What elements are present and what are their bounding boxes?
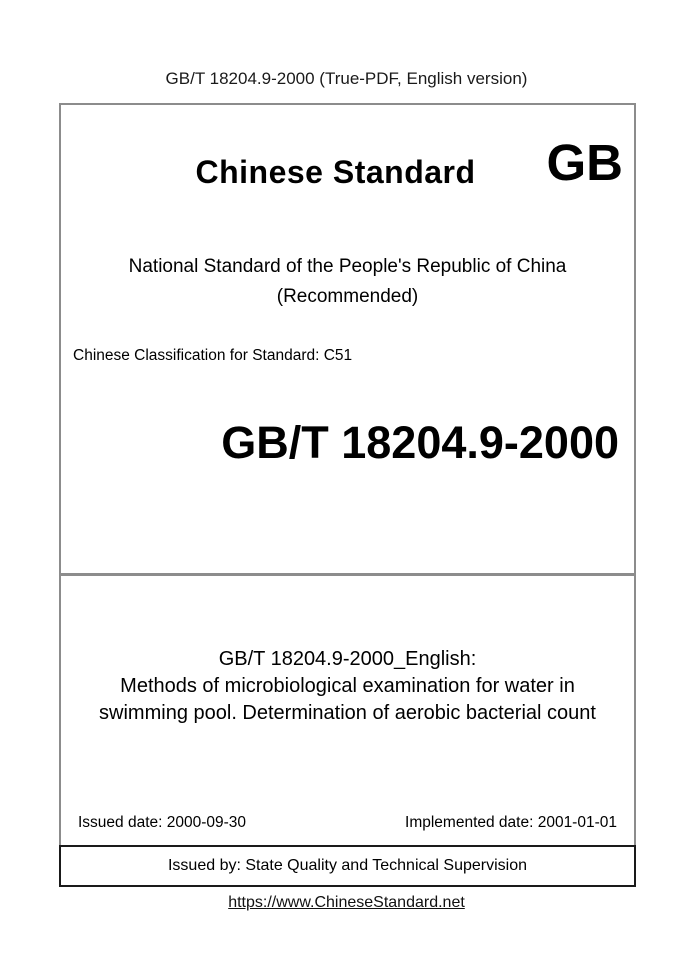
national-standard-block — [61, 252, 634, 312]
website-link[interactable]: https://www.ChineseStandard.net — [228, 894, 465, 911]
english-title-block — [61, 646, 634, 727]
issued-date: Issued date: 2000-09-30 — [78, 814, 247, 831]
standard-number: GB/T 18204.9-2000 — [221, 417, 619, 468]
section-divider — [61, 573, 634, 576]
recommended-line: (Recommended) — [276, 286, 419, 307]
dates-row — [78, 813, 617, 833]
classification-line: Chinese Classification for Standard: C51 — [73, 347, 353, 364]
standard-cover-box — [59, 103, 636, 845]
implemented-date: Implemented date: 2001-01-01 — [405, 814, 617, 831]
site-link-row — [0, 891, 693, 915]
document-header-caption: GB/T 18204.9-2000 (True-PDF, English version) — [165, 69, 528, 88]
english-title-line2: Methods of microbiological examination for water in — [120, 675, 575, 697]
brand-title: Chinese Standard — [195, 154, 476, 190]
issuer-text: Issued by: State Quality and Technical Supervision — [167, 857, 528, 874]
national-standard-line: National Standard of the People's Republic of China — [128, 256, 567, 277]
issuer-bar — [59, 845, 636, 887]
gb-logo: GB — [546, 134, 623, 191]
english-title-line3: swimming pool. Determination of aerobic bacterial count — [99, 702, 596, 724]
english-title-line1: GB/T 18204.9-2000_English: — [218, 648, 477, 670]
